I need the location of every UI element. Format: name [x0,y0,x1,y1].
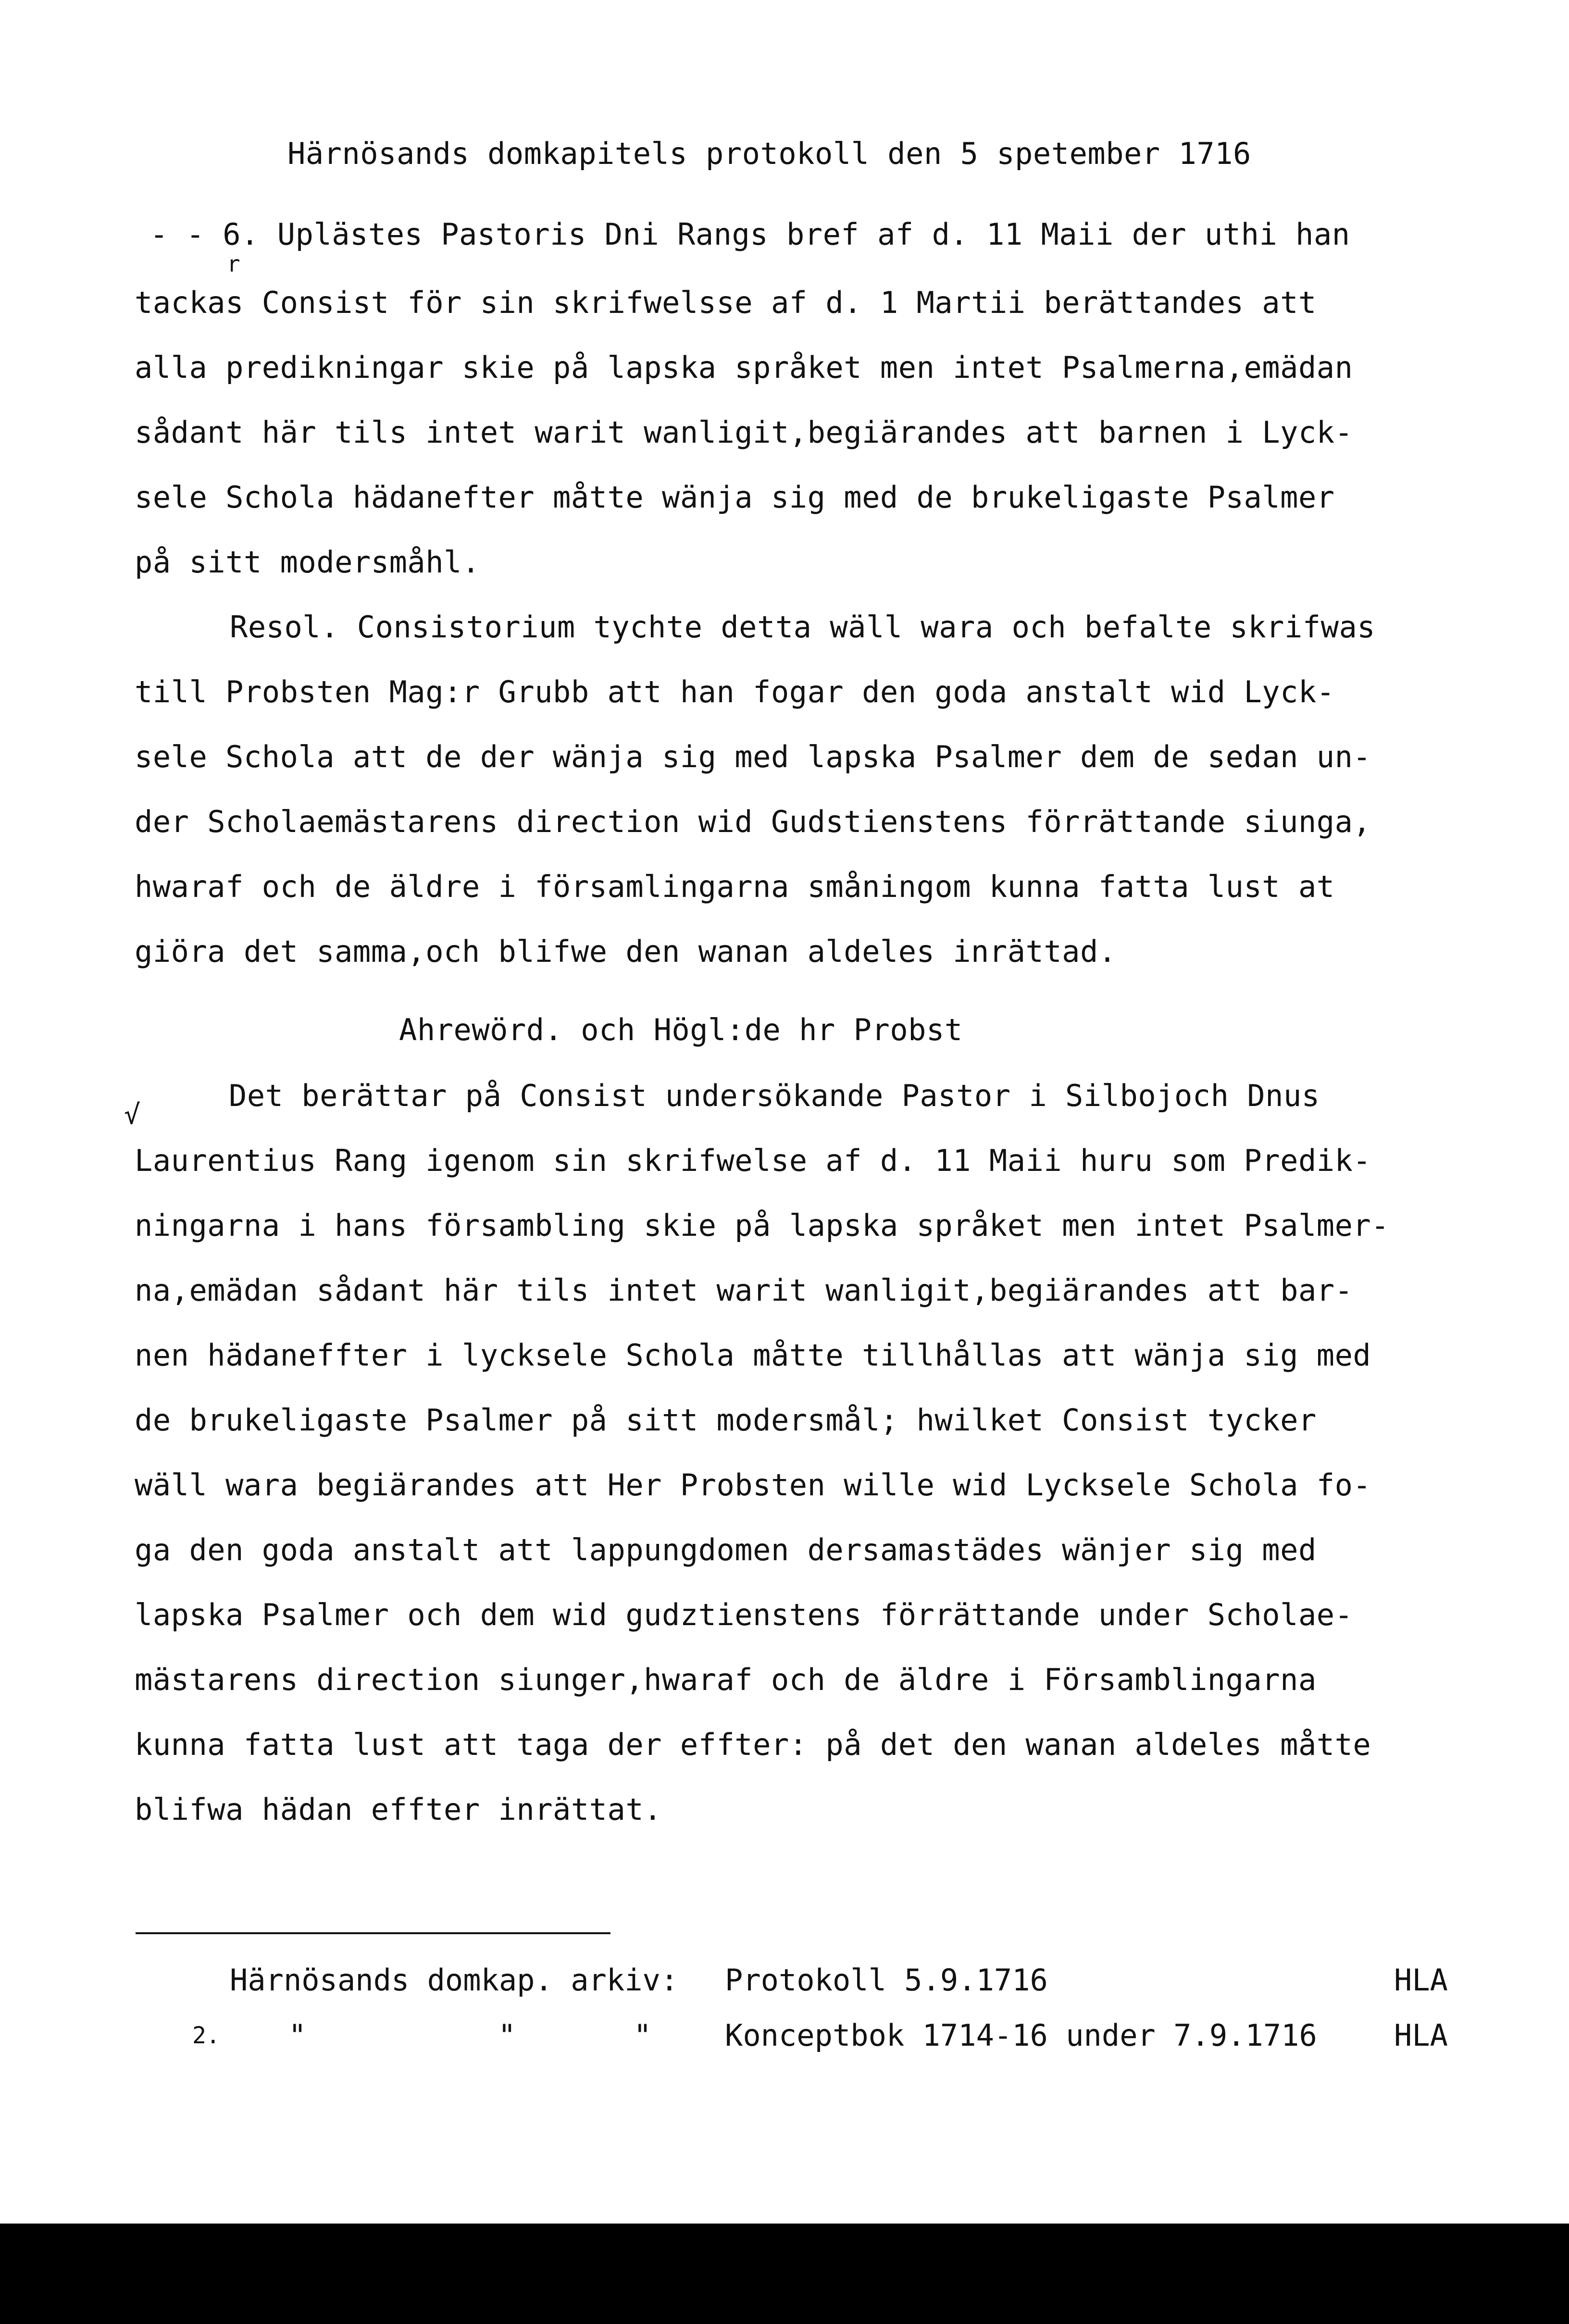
footnote-abbr: HLA [1394,2018,1448,2053]
text-line: wäll wara begiärandes att Her Probsten wille wid Lycksele Schola fo- [135,1467,1371,1503]
footnote-row [0,1961,1569,2000]
interlinear-correction: r [227,251,240,277]
text-line: Det berättar på Consist undersökande Pastor i Silbojoch Dnus [229,1078,1320,1113]
text-line: till Probsten Mag:r Grubb att han fogar den goda anstalt wid Lyck- [135,674,1335,709]
text-line: Resol. Consistorium tychte detta wäll wara och befalte skrifwas [230,609,1376,645]
footnote-archive: Härnösands domkap. arkiv: [230,1963,679,1998]
text-line: mästarens direction siunger,hwaraf och de äldre i Församblingarna [135,1662,1317,1697]
text-line: na,emädan sådant här tils intet warit wanligit,begiärandes att bar- [135,1273,1353,1308]
footnote-margin-mark: 2. [192,2022,220,2049]
text-line: blifwa hädan effter inrättat. [135,1792,662,1827]
footnote-record: Protokoll 5.9.1716 [725,1963,1048,1998]
margin-check-mark: √ [124,1099,140,1131]
ditto-mark: " [634,2018,652,2053]
letter-subheading: Ahrewörd. och Högl:de hr Probst [399,1012,963,1047]
text-line: sådant här tils intet warit wanligit,begiärandes att barnen i Lyck- [135,415,1353,450]
footnote-divider [136,1932,610,1934]
text-line: der Scholaemästarens direction wid Gudstienstens förrättande siunga, [135,804,1371,839]
text-line: - - 6. Uplästes Pastoris Dni Rangs bref af d. 11 Maii der uthi han [150,217,1350,252]
text-line: sele Schola att de der wänja sig med lapska Psalmer dem de sedan un- [135,739,1371,774]
footnote-record: Konceptbok 1714-16 under 7.9.1716 [725,2018,1317,2053]
footnote-row [0,2016,1569,2055]
text-line: Laurentius Rang igenom sin skrifwelse af d. 11 Maii huru som Predik- [135,1143,1371,1178]
text-line: alla predikningar skie på lapska språket men intet Psalmerna,emädan [135,350,1353,385]
document-heading: Härnösands domkapitels protokoll den 5 spetember 1716 [287,136,1251,171]
text-line: de brukeligaste Psalmer på sitt modersmål; hwilket Consist tycker [135,1403,1317,1438]
text-line: ningarna i hans försambling skie på lapska språket men intet Psalmer- [135,1208,1390,1243]
ditto-mark: " [288,2018,307,2053]
text-line: lapska Psalmer och dem wid gudztienstens förrättande under Scholae- [135,1597,1353,1632]
text-line: nen hädaneffter i lycksele Schola måtte tillhållas att wänja sig med [135,1338,1371,1373]
text-line: ga den goda anstalt att lappungdomen dersamastädes wänjer sig med [135,1532,1317,1567]
footnote-abbr: HLA [1394,1963,1448,1998]
text-line: på sitt modersmåhl. [135,545,480,580]
text-line: hwaraf och de äldre i församlingarna småningom kunna fatta lust at [135,869,1335,904]
ditto-mark: " [498,2018,516,2053]
text-line: kunna fatta lust att taga der effter: på det den wanan aldeles måtte [135,1727,1371,1762]
text-line: sele Schola hädanefter måtte wänja sig med de brukeligaste Psalmer [135,480,1335,515]
text-line: tackas Consist för sin skrifwelsse af d. 1 Martii berättandes att [135,285,1317,320]
text-line: giöra det samma,och blifwe den wanan aldeles inrättad. [135,934,1117,969]
